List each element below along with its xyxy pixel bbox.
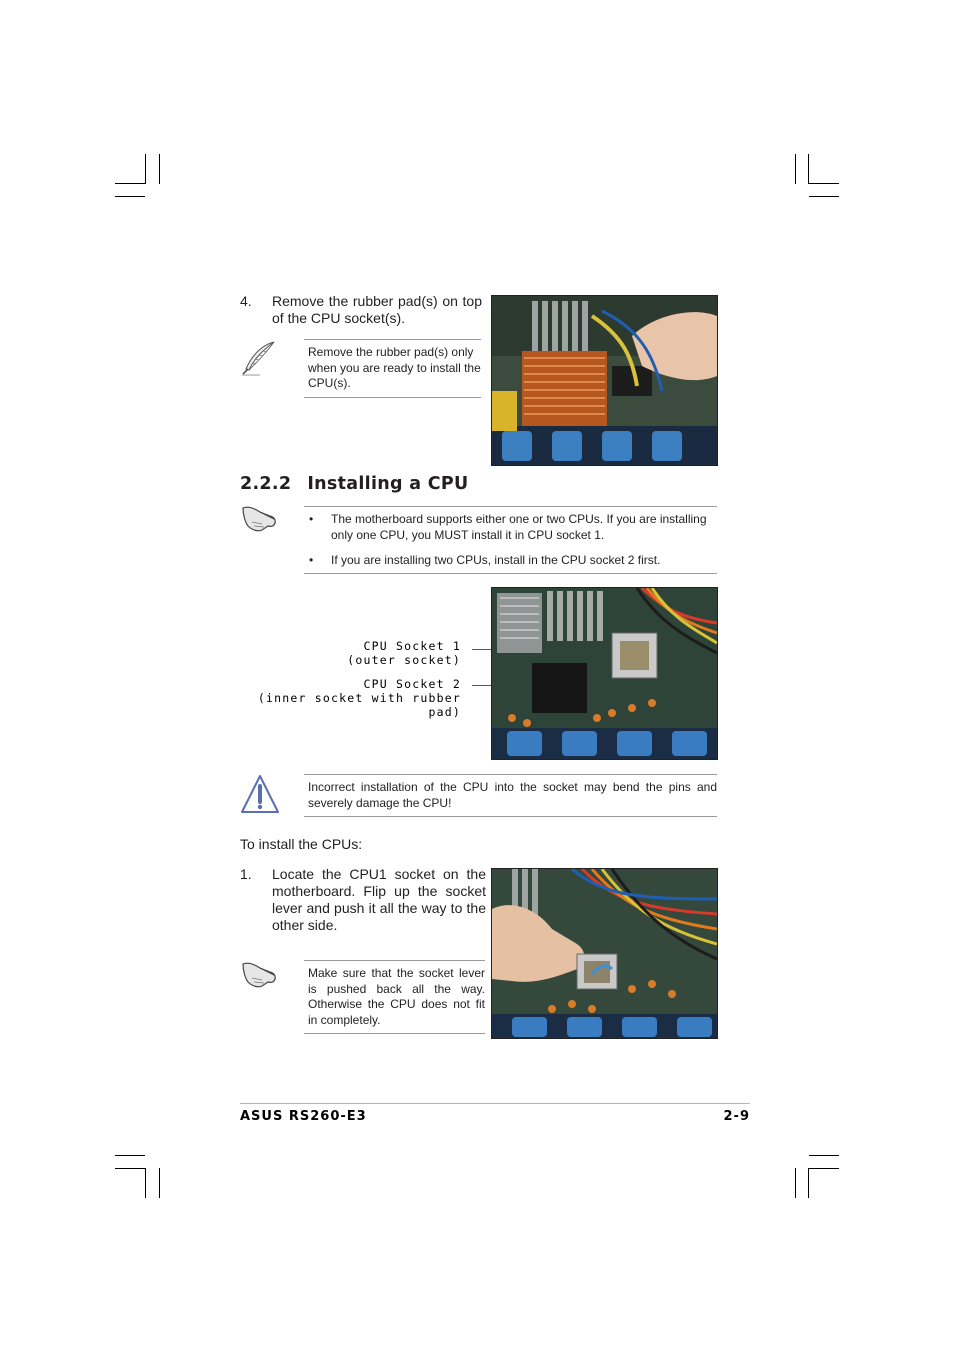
- install-intro: To install the CPUs:: [240, 836, 363, 852]
- warning-rule-top: [304, 774, 717, 775]
- notes-bullet-1: • The motherboard supports either one or two CPUs. If you are installing only one CPU, you MUST install it in CPU socket 1.: [309, 512, 717, 543]
- footer-model: ASUS RS260-E3: [240, 1109, 367, 1124]
- step1-note-rule-top: [304, 960, 485, 961]
- notes-rule-top: [304, 506, 717, 507]
- callout-socket2-line2: (inner socket with rubber pad): [257, 691, 461, 719]
- pointing-hand-icon: [240, 502, 280, 534]
- footer-page-number: 2-9: [723, 1109, 750, 1124]
- footer-rule: [240, 1103, 750, 1104]
- notes-bullet-1-text: The motherboard supports either one or two CPUs. If you are installing only one CPU, you MUST install it in CPU socket 1.: [331, 512, 707, 542]
- section-title: Installing a CPU: [307, 474, 469, 494]
- callout-cpu-socket-2: [240, 677, 461, 719]
- note-rule-bottom: [304, 397, 481, 398]
- callout-socket2-line1: CPU Socket 2: [363, 677, 461, 691]
- step1-note-rule-bottom: [304, 1033, 485, 1034]
- notes-list: [309, 512, 717, 569]
- notes-rule-bottom: [304, 573, 717, 574]
- note-rule-top: [304, 339, 481, 340]
- warning-rule-bottom: [304, 816, 717, 817]
- install-step1-text: Locate the CPU1 socket on the motherboard. Flip up the socket lever and push it all the way to the other side.: [272, 866, 486, 933]
- notes-bullet-2-text: If you are installing two CPUs, install in the CPU socket 2 first.: [331, 553, 661, 567]
- warning-text: Incorrect installation of the CPU into the socket may bend the pins and severely damage the CPU!: [308, 780, 717, 810]
- photo-cpu-sockets: [491, 587, 718, 760]
- photo-remove-rubber-pad: [491, 295, 718, 466]
- pointing-hand-icon: [240, 958, 280, 990]
- notes-bullet-2: • If you are installing two CPUs, install in the CPU socket 2 first.: [309, 553, 661, 567]
- callout-socket1-line2: (outer socket): [347, 653, 461, 667]
- photo-socket-lever: [491, 868, 718, 1039]
- step4-text: Remove the rubber pad(s) on top of the CPU socket(s).: [272, 293, 482, 326]
- step4-note: Remove the rubber pad(s) only when you are ready to install the CPU(s).: [308, 345, 481, 390]
- callout-cpu-socket-1: [240, 639, 461, 667]
- install-step1-number: 1.: [240, 866, 252, 882]
- feather-pen-icon: [240, 339, 278, 377]
- install-step1-note: Make sure that the socket lever is pushed back all the way. Otherwise the CPU does not fit in completely.: [308, 966, 485, 1027]
- section-number: 2.2.2: [240, 474, 292, 494]
- step4-number: 4.: [240, 293, 252, 309]
- warning-icon: [240, 774, 280, 814]
- section-heading: [240, 474, 469, 494]
- callout-socket1-line1: CPU Socket 1: [363, 639, 461, 653]
